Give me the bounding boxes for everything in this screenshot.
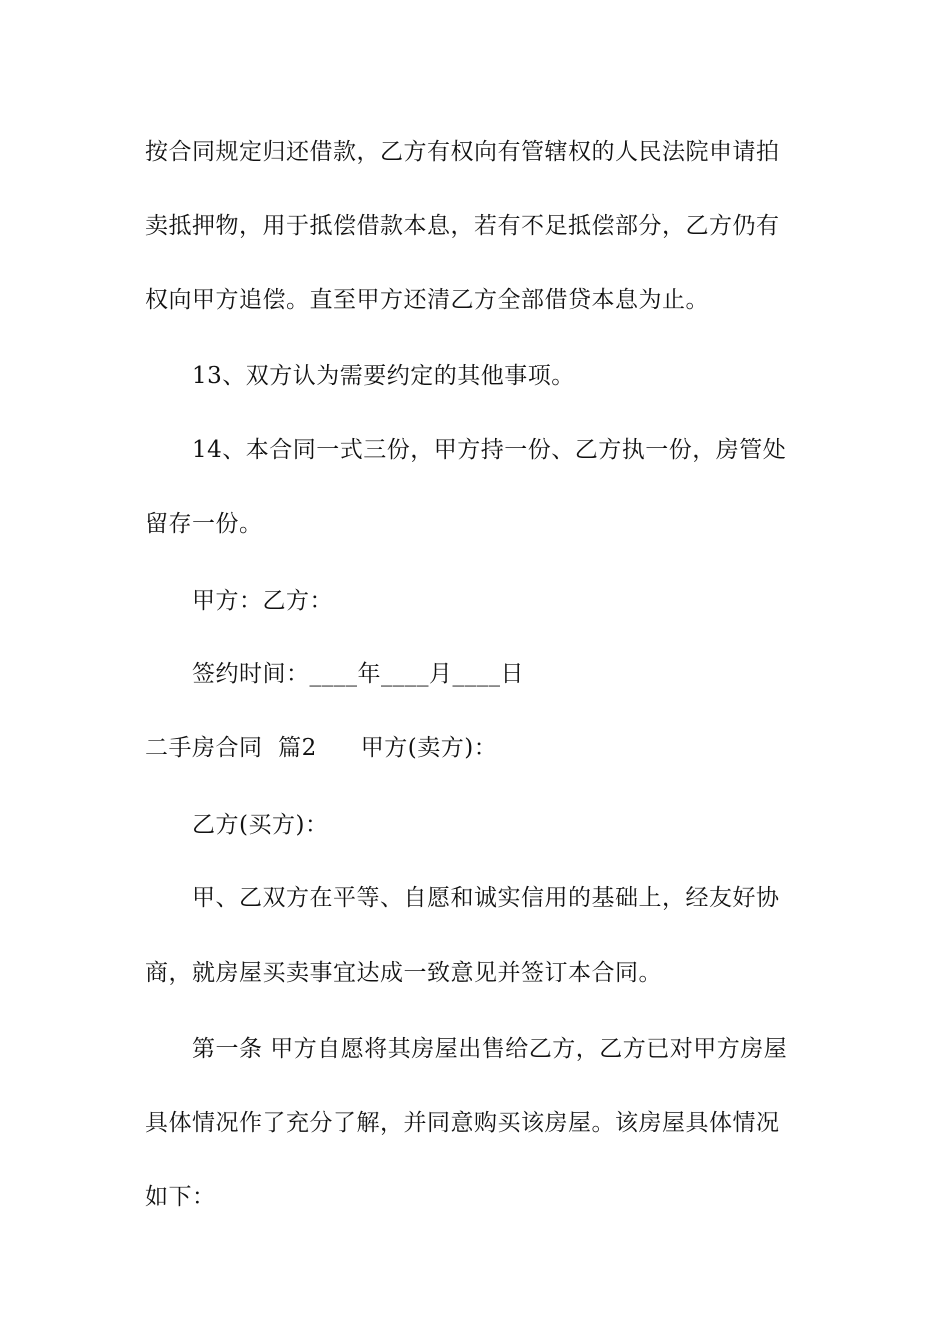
seller-label: 甲方(卖方)：: [360, 735, 498, 761]
section-heading-row: [145, 733, 815, 763]
paragraph-line: 权向甲方追偿。直至甲方还清乙方全部借贷本息为止。: [145, 287, 709, 313]
paragraph-line: 留存一份。: [145, 511, 263, 537]
signature-parties: 甲方：乙方：: [192, 588, 333, 614]
paragraph-line: 具体情况作了充分了解，并同意购买该房屋。该房屋具体情况: [145, 1110, 780, 1136]
article-one: 第一条 甲方自愿将其房屋出售给乙方，乙方已对甲方房屋: [192, 1036, 788, 1062]
signing-date: 签约时间：____年____月____日: [192, 661, 524, 687]
buyer-label: 乙方(买方)：: [192, 812, 329, 838]
paragraph-line: 甲、乙双方在平等、自愿和诚实信用的基础上，经友好协: [192, 885, 780, 911]
paragraph-line: 按合同规定归还借款，乙方有权向有管辖权的人民法院申请拍: [145, 139, 780, 165]
clause-13: 13、双方认为需要约定的其他事项。: [192, 363, 575, 389]
paragraph-line: 如下：: [145, 1184, 216, 1210]
section-heading: 二手房合同 篇2: [145, 735, 317, 761]
clause-14: 14、本合同一式三份，甲方持一份、乙方执一份，房管处: [192, 437, 787, 463]
paragraph-line: 卖抵押物，用于抵偿借款本息，若有不足抵偿部分，乙方仍有: [145, 213, 780, 239]
paragraph-line: 商，就房屋买卖事宜达成一致意见并签订本合同。: [145, 960, 662, 986]
